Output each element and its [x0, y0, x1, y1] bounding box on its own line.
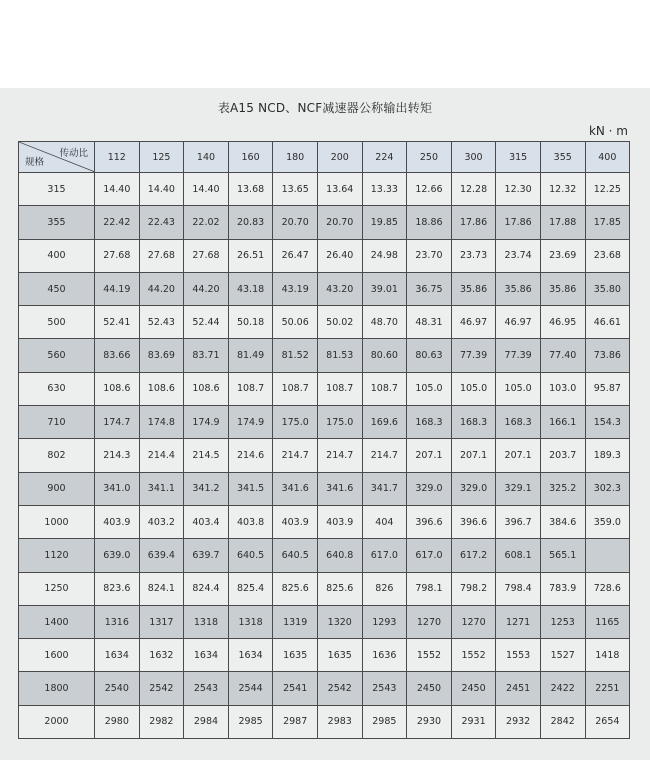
table-row: [19, 406, 630, 439]
torque-value-cell: 640.5: [228, 539, 273, 572]
torque-value-cell: 341.5: [228, 472, 273, 505]
ratio-header-cell: 112: [95, 142, 140, 173]
torque-value-cell: 2542: [139, 672, 184, 705]
torque-value-cell: 2541: [273, 672, 318, 705]
torque-value-cell: 1318: [228, 605, 273, 638]
torque-value-cell: 46.61: [585, 306, 630, 339]
torque-value-cell: 1271: [496, 605, 541, 638]
torque-value-cell: 214.5: [184, 439, 229, 472]
torque-value-cell: 105.0: [451, 372, 496, 405]
table-row: [19, 572, 630, 605]
torque-value-cell: 2842: [540, 705, 585, 738]
torque-value-cell: 12.30: [496, 173, 541, 206]
torque-value-cell: 13.64: [317, 173, 362, 206]
torque-value-cell: 23.69: [540, 239, 585, 272]
torque-value-cell: 2930: [407, 705, 452, 738]
torque-value-cell: 1634: [184, 639, 229, 672]
size-cell: 450: [19, 272, 95, 305]
torque-value-cell: 27.68: [95, 239, 140, 272]
torque-value-cell: 17.86: [451, 206, 496, 239]
torque-value-cell: 105.0: [407, 372, 452, 405]
torque-value-cell: 43.19: [273, 272, 318, 305]
size-cell: 2000: [19, 705, 95, 738]
torque-value-cell: 81.49: [228, 339, 273, 372]
torque-value-cell: 22.42: [95, 206, 140, 239]
torque-value-cell: 207.1: [451, 439, 496, 472]
torque-value-cell: 341.0: [95, 472, 140, 505]
ratio-header-cell: 200: [317, 142, 362, 173]
torque-table: [18, 141, 630, 739]
torque-value-cell: 169.6: [362, 406, 407, 439]
torque-value-cell: 13.65: [273, 173, 318, 206]
torque-value-cell: 639.7: [184, 539, 229, 572]
torque-value-cell: 1552: [407, 639, 452, 672]
torque-value-cell: 39.01: [362, 272, 407, 305]
torque-value-cell: 80.63: [407, 339, 452, 372]
table-row: [19, 639, 630, 672]
torque-value-cell: 1270: [407, 605, 452, 638]
ratio-header-cell: 180: [273, 142, 318, 173]
torque-value-cell: 1634: [95, 639, 140, 672]
torque-value-cell: 13.68: [228, 173, 273, 206]
torque-value-cell: 640.5: [273, 539, 318, 572]
torque-value-cell: 77.39: [451, 339, 496, 372]
torque-value-cell: 403.9: [273, 505, 318, 538]
torque-value-cell: 403.9: [95, 505, 140, 538]
torque-value-cell: 1635: [273, 639, 318, 672]
torque-value-cell: 44.20: [139, 272, 184, 305]
torque-value-cell: 2543: [184, 672, 229, 705]
torque-value-cell: 214.6: [228, 439, 273, 472]
ratio-header-cell: 224: [362, 142, 407, 173]
torque-value-cell: 639.0: [95, 539, 140, 572]
torque-value-cell: 168.3: [451, 406, 496, 439]
torque-value-cell: 81.52: [273, 339, 318, 372]
torque-value-cell: 17.86: [496, 206, 541, 239]
torque-value-cell: 35.86: [496, 272, 541, 305]
torque-value-cell: 639.4: [139, 539, 184, 572]
header-row: [19, 142, 630, 173]
torque-value-cell: 2985: [362, 705, 407, 738]
torque-value-cell: 214.4: [139, 439, 184, 472]
torque-value-cell: 95.87: [585, 372, 630, 405]
size-cell: 560: [19, 339, 95, 372]
torque-value-cell: 2251: [585, 672, 630, 705]
torque-value-cell: 798.2: [451, 572, 496, 605]
torque-value-cell: 20.83: [228, 206, 273, 239]
torque-value-cell: 1634: [228, 639, 273, 672]
table-row: [19, 206, 630, 239]
torque-value-cell: 108.7: [362, 372, 407, 405]
torque-value-cell: 35.86: [540, 272, 585, 305]
torque-value-cell: 2422: [540, 672, 585, 705]
torque-value-cell: 46.95: [540, 306, 585, 339]
table-row: [19, 439, 630, 472]
size-cell: 1600: [19, 639, 95, 672]
torque-value-cell: 1418: [585, 639, 630, 672]
torque-value-cell: 23.74: [496, 239, 541, 272]
torque-value-cell: 22.02: [184, 206, 229, 239]
table-title: 表A15 NCD、NCF减速器公称输出转矩: [217, 101, 433, 115]
torque-value-cell: 35.86: [451, 272, 496, 305]
torque-value-cell: 2654: [585, 705, 630, 738]
torque-value-cell: 83.66: [95, 339, 140, 372]
torque-value-cell: 341.1: [139, 472, 184, 505]
torque-value-cell: 2450: [451, 672, 496, 705]
table-row: [19, 173, 630, 206]
torque-value-cell: 1253: [540, 605, 585, 638]
size-cell: 1800: [19, 672, 95, 705]
torque-value-cell: 52.44: [184, 306, 229, 339]
torque-value-cell: 341.7: [362, 472, 407, 505]
torque-value-cell: 46.97: [451, 306, 496, 339]
torque-value-cell: 36.75: [407, 272, 452, 305]
torque-value-cell: 325.2: [540, 472, 585, 505]
torque-value-cell: 207.1: [407, 439, 452, 472]
torque-value-cell: 1316: [95, 605, 140, 638]
torque-value-cell: 341.6: [273, 472, 318, 505]
torque-value-cell: 80.60: [362, 339, 407, 372]
size-cell: 315: [19, 173, 95, 206]
torque-value-cell: 1320: [317, 605, 362, 638]
torque-value-cell: 24.98: [362, 239, 407, 272]
torque-value-cell: 403.8: [228, 505, 273, 538]
torque-value-cell: 27.68: [184, 239, 229, 272]
ratio-header-cell: 140: [184, 142, 229, 173]
torque-value-cell: 2544: [228, 672, 273, 705]
table-row: [19, 339, 630, 372]
torque-value-cell: 174.7: [95, 406, 140, 439]
torque-value-cell: 108.7: [317, 372, 362, 405]
torque-value-cell: 108.6: [184, 372, 229, 405]
torque-value-cell: 46.97: [496, 306, 541, 339]
torque-value-cell: 23.70: [407, 239, 452, 272]
ratio-header-cell: 160: [228, 142, 273, 173]
torque-value-cell: 798.1: [407, 572, 452, 605]
torque-value-cell: 12.25: [585, 173, 630, 206]
torque-value-cell: 2450: [407, 672, 452, 705]
torque-value-cell: 404: [362, 505, 407, 538]
torque-value-cell: 81.53: [317, 339, 362, 372]
size-cell: 355: [19, 206, 95, 239]
torque-value-cell: 26.47: [273, 239, 318, 272]
torque-value-cell: 1635: [317, 639, 362, 672]
unit-label: kN · m: [588, 124, 628, 138]
torque-value-cell: 396.7: [496, 505, 541, 538]
torque-value-cell: 203.7: [540, 439, 585, 472]
torque-value-cell: 50.02: [317, 306, 362, 339]
torque-value-cell: 617.2: [451, 539, 496, 572]
torque-value-cell: 2932: [496, 705, 541, 738]
torque-value-cell: 23.68: [585, 239, 630, 272]
ratio-header-cell: 125: [139, 142, 184, 173]
torque-value-cell: 18.86: [407, 206, 452, 239]
torque-value-cell: 83.71: [184, 339, 229, 372]
torque-value-cell: 329.0: [451, 472, 496, 505]
table-row: [19, 372, 630, 405]
torque-value-cell: 798.4: [496, 572, 541, 605]
torque-value-cell: 214.7: [362, 439, 407, 472]
torque-value-cell: 168.3: [407, 406, 452, 439]
torque-value-cell: 1552: [451, 639, 496, 672]
torque-value-cell: 2982: [139, 705, 184, 738]
torque-value-cell: 728.6: [585, 572, 630, 605]
torque-value-cell: 1270: [451, 605, 496, 638]
torque-value-cell: 77.40: [540, 339, 585, 372]
table-row: [19, 505, 630, 538]
torque-value-cell: 2931: [451, 705, 496, 738]
torque-value-cell: 175.0: [317, 406, 362, 439]
torque-value-cell: 48.70: [362, 306, 407, 339]
table-row: [19, 272, 630, 305]
torque-value-cell: 1165: [585, 605, 630, 638]
torque-value-cell: 214.7: [317, 439, 362, 472]
torque-value-cell: 44.20: [184, 272, 229, 305]
torque-value-cell: 2983: [317, 705, 362, 738]
table-row: [19, 472, 630, 505]
torque-value-cell: 174.9: [228, 406, 273, 439]
size-cell: 1000: [19, 505, 95, 538]
torque-value-cell: 341.2: [184, 472, 229, 505]
torque-value-cell: 20.70: [273, 206, 318, 239]
torque-value-cell: 1319: [273, 605, 318, 638]
torque-value-cell: 48.31: [407, 306, 452, 339]
torque-value-cell: 108.6: [139, 372, 184, 405]
torque-value-cell: 83.69: [139, 339, 184, 372]
torque-value-cell: 43.20: [317, 272, 362, 305]
table-row: [19, 306, 630, 339]
torque-value-cell: 2980: [95, 705, 140, 738]
torque-value-cell: 22.43: [139, 206, 184, 239]
torque-value-cell: 26.40: [317, 239, 362, 272]
torque-value-cell: 73.86: [585, 339, 630, 372]
torque-value-cell: 1318: [184, 605, 229, 638]
corner-header-cell: [19, 142, 95, 173]
torque-value-cell: 17.85: [585, 206, 630, 239]
torque-value-cell: 823.6: [95, 572, 140, 605]
torque-value-cell: 329.0: [407, 472, 452, 505]
torque-value-cell: [585, 539, 630, 572]
torque-value-cell: 608.1: [496, 539, 541, 572]
size-cell: 500: [19, 306, 95, 339]
ratio-header-cell: 355: [540, 142, 585, 173]
torque-value-cell: 384.6: [540, 505, 585, 538]
table-row: [19, 539, 630, 572]
torque-value-cell: 14.40: [184, 173, 229, 206]
torque-value-cell: 1527: [540, 639, 585, 672]
torque-value-cell: 103.0: [540, 372, 585, 405]
torque-value-cell: 168.3: [496, 406, 541, 439]
torque-value-cell: 174.8: [139, 406, 184, 439]
torque-value-cell: 108.7: [228, 372, 273, 405]
torque-value-cell: 12.32: [540, 173, 585, 206]
size-cell: 1250: [19, 572, 95, 605]
torque-value-cell: 50.06: [273, 306, 318, 339]
torque-value-cell: 329.1: [496, 472, 541, 505]
torque-value-cell: 396.6: [407, 505, 452, 538]
torque-value-cell: 35.80: [585, 272, 630, 305]
size-cell: 630: [19, 372, 95, 405]
torque-value-cell: 824.1: [139, 572, 184, 605]
torque-value-cell: 12.66: [407, 173, 452, 206]
torque-value-cell: 52.43: [139, 306, 184, 339]
torque-value-cell: 214.3: [95, 439, 140, 472]
size-cell: 900: [19, 472, 95, 505]
torque-value-cell: 154.3: [585, 406, 630, 439]
torque-value-cell: 640.8: [317, 539, 362, 572]
torque-value-cell: 17.88: [540, 206, 585, 239]
torque-value-cell: 1553: [496, 639, 541, 672]
size-cell: 1400: [19, 605, 95, 638]
torque-value-cell: 175.0: [273, 406, 318, 439]
table-row: [19, 705, 630, 738]
torque-value-cell: 403.2: [139, 505, 184, 538]
torque-value-cell: 302.3: [585, 472, 630, 505]
torque-value-cell: 13.33: [362, 173, 407, 206]
torque-value-cell: 27.68: [139, 239, 184, 272]
torque-value-cell: 174.9: [184, 406, 229, 439]
torque-value-cell: 14.40: [139, 173, 184, 206]
torque-value-cell: 825.6: [317, 572, 362, 605]
torque-value-cell: 1632: [139, 639, 184, 672]
torque-value-cell: 1293: [362, 605, 407, 638]
torque-value-cell: 826: [362, 572, 407, 605]
size-header-label: 规格: [25, 157, 45, 168]
torque-value-cell: 52.41: [95, 306, 140, 339]
torque-value-cell: 23.73: [451, 239, 496, 272]
torque-value-cell: 166.1: [540, 406, 585, 439]
torque-value-cell: 565.1: [540, 539, 585, 572]
torque-value-cell: 12.28: [451, 173, 496, 206]
torque-value-cell: 2540: [95, 672, 140, 705]
torque-value-cell: 44.19: [95, 272, 140, 305]
torque-value-cell: 783.9: [540, 572, 585, 605]
torque-value-cell: 359.0: [585, 505, 630, 538]
torque-value-cell: 2542: [317, 672, 362, 705]
torque-value-cell: 824.4: [184, 572, 229, 605]
table-row: [19, 605, 630, 638]
torque-value-cell: 50.18: [228, 306, 273, 339]
torque-value-cell: 20.70: [317, 206, 362, 239]
torque-value-cell: 2543: [362, 672, 407, 705]
torque-value-cell: 214.7: [273, 439, 318, 472]
ratio-header-label: 传动比: [59, 148, 88, 159]
ratio-header-cell: 315: [496, 142, 541, 173]
torque-value-cell: 19.85: [362, 206, 407, 239]
ratio-header-cell: 300: [451, 142, 496, 173]
torque-value-cell: 14.40: [95, 173, 140, 206]
torque-value-cell: 108.6: [95, 372, 140, 405]
size-cell: 710: [19, 406, 95, 439]
size-cell: 400: [19, 239, 95, 272]
torque-value-cell: 403.9: [317, 505, 362, 538]
torque-value-cell: 2985: [228, 705, 273, 738]
torque-value-cell: 108.7: [273, 372, 318, 405]
torque-value-cell: 2987: [273, 705, 318, 738]
torque-value-cell: 77.39: [496, 339, 541, 372]
torque-value-cell: 43.18: [228, 272, 273, 305]
torque-value-cell: 825.6: [273, 572, 318, 605]
size-cell: 802: [19, 439, 95, 472]
torque-value-cell: 825.4: [228, 572, 273, 605]
ratio-header-cell: 250: [407, 142, 452, 173]
torque-value-cell: 396.6: [451, 505, 496, 538]
torque-value-cell: 105.0: [496, 372, 541, 405]
torque-value-cell: 2451: [496, 672, 541, 705]
table-row: [19, 672, 630, 705]
table-row: [19, 239, 630, 272]
torque-value-cell: 617.0: [362, 539, 407, 572]
torque-value-cell: 207.1: [496, 439, 541, 472]
torque-value-cell: 1317: [139, 605, 184, 638]
ratio-header-cell: 400: [585, 142, 630, 173]
torque-value-cell: 189.3: [585, 439, 630, 472]
size-cell: 1120: [19, 539, 95, 572]
torque-value-cell: 1636: [362, 639, 407, 672]
torque-value-cell: 617.0: [407, 539, 452, 572]
torque-value-cell: 2984: [184, 705, 229, 738]
torque-value-cell: 26.51: [228, 239, 273, 272]
torque-value-cell: 403.4: [184, 505, 229, 538]
torque-value-cell: 341.6: [317, 472, 362, 505]
